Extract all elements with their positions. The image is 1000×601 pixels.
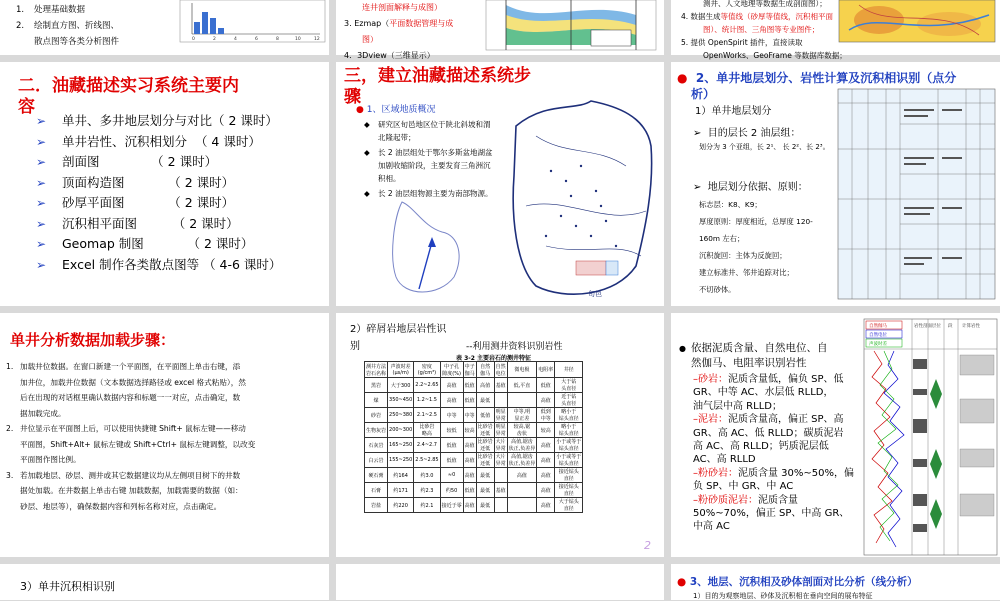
list-item: ➢ 沉积相平面图 （ 2 课时） [36,214,281,235]
table-cell: 2.1~2.5 [414,408,440,423]
arrow-bullet-icon: ➢ [36,237,47,251]
table-cell: 低值 [476,408,494,423]
list-item: ➢ 单井、多井地层划分与对比 （ 2 课时） [36,111,281,132]
table-cell [507,393,537,408]
s1-text: 1. 处理基础数据 2. 绘制直方图、折线图、 散点图等各类分析图件 [16,2,119,50]
table-cell: 接近于零 [440,498,463,513]
contour-map-thumbnail [839,0,995,42]
table-cell: 中等 [440,408,463,423]
table-row [365,438,583,453]
s1-item-3: 散点图等各类分析图件 [34,37,120,47]
axis-tick-0: 0 [192,37,195,42]
svg-text:自然电位: 自然电位 [869,333,887,338]
table-cell: 2.5~2.85 [414,453,440,468]
table-cell: 比砂岩 还低 [477,454,493,467]
table-header-cell: 测井方法 岩石名称 [366,363,387,377]
table-cell: 约220 [388,498,414,513]
s1-item-2: 绘制直方图、折线图、 [34,21,120,31]
table-cell: 大于钻头 直径 [555,498,583,513]
table-cell: 约2.1 [414,498,440,513]
table-cell: 约3.0 [414,468,440,483]
arrow-bullet-icon: ➢ [36,134,47,149]
table-cell: 165~250 [388,438,414,453]
table-cell: 小于或等于 钻头直径 [556,454,582,467]
table-header-cell: 声波时差 (μs/m) [388,362,414,378]
slide-12[interactable] [671,564,1000,600]
table-cell: 最低 [476,483,494,498]
well-log-chart [864,319,997,555]
diamond-bullet-icon: ◆ [364,148,370,157]
table-cell: 约171 [388,483,414,498]
table-cell: 大于300 [388,378,414,393]
table-cell: 大片 异常 [495,439,506,452]
table-cell: 1.2~1.5 [414,393,440,408]
bullet-dot-icon: ● [679,344,686,353]
s5-title: 三，建立油藏描述系统步 骤 [344,66,531,108]
arrow-bullet-icon: ➢ [693,128,702,139]
table-header-cell: 中子孔 隙度(%) [440,362,463,378]
table-cell: 比砂岩 还低 [477,439,493,452]
table-cell: 高值,锯齿 状正,负差异 [508,439,536,452]
table-cell: 明显 异常 [495,424,506,437]
table-cell: 低,平直 [507,378,537,393]
s4-list [36,111,281,275]
table-cell: 较高,锯 齿状 [507,423,537,438]
table-cell: 低值 [463,378,476,393]
table-cell [507,483,537,498]
table-cell: 250~380 [388,408,414,423]
table-header-cell: 自然 伽马 [476,362,494,378]
diamond-bullet-icon: ◆ [364,189,370,198]
arrow-bullet-icon: ➢ [36,216,47,231]
stratigraphy-table-thumbnail [838,89,995,299]
s2-line0: 连井剖面解释与成图） [362,3,442,12]
table-cell: 高值 [463,438,476,453]
s6-lines: 标志层：K8、K9； 厚度原则：厚度相近，总厚度 120- 160m 左右； 沉积旋回：主体为反旋回； 建立标准井、邻井追踪对比； 不切砂体。 [699,200,813,294]
table-cell: 200~300 [388,423,414,438]
table-cell: 低值 [440,438,463,453]
table-cell: 较高 [537,423,555,438]
table-cell: 比砂岩 略高 [414,423,440,438]
table-cell [494,468,507,483]
table-cell: 约2.3 [414,483,440,498]
table-cell: 低值 [463,483,476,498]
table-cell: 石膏 [365,483,388,498]
arrow-bullet-icon: ➢ [36,114,47,128]
table-cell: 高值 [463,468,476,483]
table-cell: 基值 [494,483,507,498]
s9-items: –砂岩：泥质含量低，偏负 SP、低 GR、中等 AC、水层低 RLLD， 油气层中高 RLLD； –泥岩：泥质含量高，偏正 SP、高 GR、高 AC、低 RLLD；碳质泥岩 高 AC、高 RLLD；钙质泥层低 AC、高 RLLD –粉砂岩：泥质含量 30%~50%，偏 负 SP、中 GR、中 AC –粉砂质泥岩：泥质含量 50%~70%，偏正 SP、中高 GR、 中高 AC [693,374,855,533]
map-label-xunyi: 旬邑 [588,290,602,298]
table-row [365,453,583,468]
table-cell: 高值 [537,393,555,408]
table-cell: 白云岩 [365,453,388,468]
list-item: ➢ Geomap 制图 （ 2 课时） [36,234,281,255]
list-item: ➢ Excel 制作各类散点图等 （ 4-6 课时） [36,255,281,276]
table-row [365,483,583,498]
table-cell: 近于钻 头直径 [555,393,583,408]
arrow-bullet-icon: ➢ [36,155,47,169]
table-row [365,423,583,438]
s8-subtitle: --利用测井资料识别岩性 [466,342,563,352]
table-cell: 接近钻头 直径 [555,468,583,483]
table-header-cell: 井径 [555,362,583,378]
list-item: ➢ 顶面构造图 （ 2 课时） [36,173,281,194]
slide-1[interactable] [0,0,329,55]
arrow-bullet-icon: ➢ [36,257,47,272]
regional-geology-map [506,96,656,304]
svg-text:岩性剖面: 岩性剖面 [914,324,932,329]
table-cell: 高值 [537,468,555,483]
table-cell: 中等,明 显正差 [507,408,537,423]
table-cell: 高值 [440,378,463,393]
table-header-cell: 电阻率 [537,362,555,378]
axis-tick-2: 4 [234,37,237,42]
bullet-dot-icon: ● [356,105,364,115]
table-cell: 高值 [476,378,494,393]
s6-goal: ➢ 目的层长 2 油层组： [693,128,801,139]
table-cell [494,393,507,408]
s6-basis: ➢ 地层划分依据、原则： [693,182,808,193]
table-cell: 约50 [440,483,463,498]
table-header-cell: 中子 伽马 [464,363,475,377]
table-cell: 约164 [388,468,414,483]
table-cell: 比砂岩 还低 [477,424,493,437]
table-cell: 最低 [476,468,494,483]
table-cell: 接近钻头 直径 [555,483,583,498]
table-cell: 砂岩 [365,408,388,423]
table-cell: 高值 [440,393,463,408]
svg-text:段: 段 [948,324,953,329]
table-cell: 低到 中等 [537,408,555,423]
table-cell: 较低 [440,423,463,438]
s10-title: 3）单井沉积相识别 [20,580,115,593]
slide-10[interactable] [0,564,329,600]
bullet-dot-icon: ● [677,576,687,588]
table-cell: 2.4~2.7 [414,438,440,453]
slide-2[interactable] [336,0,664,60]
slide-11[interactable] [336,564,664,600]
table-cell: 中等 [463,408,476,423]
list-item: ➢ 剖面图 （ 2 课时） [36,152,281,173]
table-header-cell: 密度 (g/cm³) [414,362,440,378]
table-row [365,378,583,393]
table-cell: 高值 [537,483,555,498]
diamond-bullet-icon: ◆ [364,120,370,129]
s5-sub: ● 1、区域地质概况 [356,105,436,115]
provenance-arrow-sketch [384,197,474,302]
slide-4[interactable] [0,62,329,306]
axis-tick-3: 6 [255,37,258,42]
svg-text:声波时差: 声波时差 [869,342,887,347]
table-cell: 较高 [463,423,476,438]
table-cell: 硬石膏 [365,468,388,483]
lithology-log-table [364,361,583,513]
s2-text: 连井剖面解释与成图） 3. Ezmap（平面数据管理与成 图） 4．3Dview（三维显示） [344,0,453,64]
table-row [365,468,583,483]
table-row [365,393,583,408]
svg-text:计算岩性: 计算岩性 [962,324,980,329]
s2-line2: 4．3Dview（三维显示） [344,51,435,60]
arrow-bullet-icon: ➢ [693,182,702,193]
table-cell: 最低 [476,393,494,408]
table-cell: 略小于 钻头直径 [555,408,583,423]
table-cell: 低值 [463,393,476,408]
table-cell: 生物灰岩 [365,423,388,438]
s4-title: 二．油藏描述实习系统主要内 容 [18,76,239,118]
table-cell: 高值 [537,453,555,468]
s11-title: ● 3、地层、沉积相及砂体剖面对比分析（线分析） [677,576,918,588]
table-cell: 略小于 钻头直径 [555,423,583,438]
arrow-bullet-icon: ➢ [36,196,47,210]
table-cell: 明显 异常 [495,409,506,422]
s11-sub: 1）目的为观察地层、砂体及沉积相在垂向空间的展布特征 [693,592,873,600]
axis-tick-6: 12 [314,37,320,42]
slide-5[interactable] [336,62,664,306]
list-item: ➢ 砂厚平面图 （ 2 课时） [36,193,281,214]
slide-6[interactable] [671,62,1000,306]
s7-title: 单井分析数据加载步骤： [10,331,176,349]
arrow-bullet-icon: ➢ [36,175,47,190]
slide-7[interactable] [0,313,329,557]
slide-8[interactable] [336,313,664,557]
histogram-thumbnail [180,0,325,42]
table-cell: 高值,锯齿 状正,负差异 [508,454,536,467]
table-cell: 低值 [440,453,463,468]
table-cell: ≈0 [440,468,463,483]
svg-text:自然伽马: 自然伽马 [869,324,887,329]
axis-tick-5: 10 [295,37,301,42]
s5-bullets: ◆ 研究区旬邑地区位于陕北斜坡和渭 北隆起带； ◆ 长 2 油层组处于鄂尔多斯盆地湖盆 加剧收缩阶段，主要发育三角洲沉 积相。 ◆ 长 2 油层组物源主要为南部物源。 [364,120,493,198]
table-cell: 基值 [494,378,507,393]
table-cell: 高值 [463,498,476,513]
table-cell: 350~450 [388,393,414,408]
s9-intro: ● 依据泥质含量、自然电位、自 然伽马、电阻率识别岩性 [679,342,828,369]
axis-tick-4: 8 [276,37,279,42]
slide-9[interactable] [671,313,1000,557]
lithology-table [364,361,583,513]
table-cell: 岩盐 [365,498,388,513]
table-cell: 石灰岩 [365,438,388,453]
table-cell: 155~250 [388,453,414,468]
table-cell: 2.2~2.65 [414,378,440,393]
table-cell: 最低 [476,498,494,513]
table-cell: 高值 [463,453,476,468]
cross-section-thumbnail [486,0,656,50]
table-header-cell: 自然 电位 [495,363,506,377]
bullet-dot-icon: ● [677,71,688,85]
s6-title: ● 2、单井地层划分、岩性计算及沉积相识别（点分 析） [677,71,957,101]
s8-title: 2）碎屑岩地层岩性识 别 [350,324,447,352]
s6-goal-detail: 划分为 3 个亚组，长 2¹、 长 2²、长 2³。 [699,143,830,151]
s1-item-1: 处理基础数据 [34,5,86,15]
table-header-cell: 微电极 [507,362,537,378]
table-cell: 大片 异常 [495,454,506,467]
table-cell [494,498,507,513]
list-item: ➢ 单井岩性、沉积相划分 （ 4 课时） [36,132,281,153]
axis-tick-1: 2 [213,37,216,42]
table-cell [507,498,537,513]
table-cell: 高值 [537,498,555,513]
s6-sub: 1）单井地层划分 [695,106,772,117]
s3-text: 测井、人文地理等数据生成剖面图）； 4. 数据生成等值线（砂厚等值线，沉积相平面 图）、统计图、三角图等专业图件； 5. 提供 OpenSpirit 插件，直接读取 OpenWorks、GeoFrame 等数据库数据； [681,0,847,60]
table-cell: 高值 [507,468,537,483]
table-cell: 低值 [537,378,555,393]
table-row [365,408,583,423]
slide-3[interactable] [671,0,1000,60]
svg-text:层位: 层位 [932,324,941,329]
table-cell: 黑岩 [365,378,388,393]
table-cell: 大于钻 头直径 [555,378,583,393]
table-cell: 高值 [537,438,555,453]
table-cell: 小于或等于 钻头直径 [556,439,582,452]
page-number: 2 [644,539,651,552]
s7-steps: 1. 加载井位数据。在窗口新建一个平面图，在平面图上单击右键，添 加井位，加载井位数据（文本数据选择路径或 excel 格式粘贴），然 后在出现的对话框里确认数据内容和标题一一对应，点击确定，数 据加载完成。 2. 井位显示在平面图上后，可以使用快捷键 Shift+ 鼠标左键——移动 平面图，Shift+Alt+ 鼠标左键或 Shift+Ctrl+ 鼠标左键调整，以改变 平面图作图比例。 3. 若加载地层、砂层、测井或其它数据建议均从左侧项目树下的井数 据处加载。在井数据上单击右键 加载数据，加载需要的数据（如： 砂层、地层等），确保数据内容和列标名称对应，点击确定。 [6,362,256,511]
s8-caption: 表 3-2 主要岩石的测井特征 [456,355,532,362]
table-row [365,498,583,513]
table-cell: 煤 [365,393,388,408]
